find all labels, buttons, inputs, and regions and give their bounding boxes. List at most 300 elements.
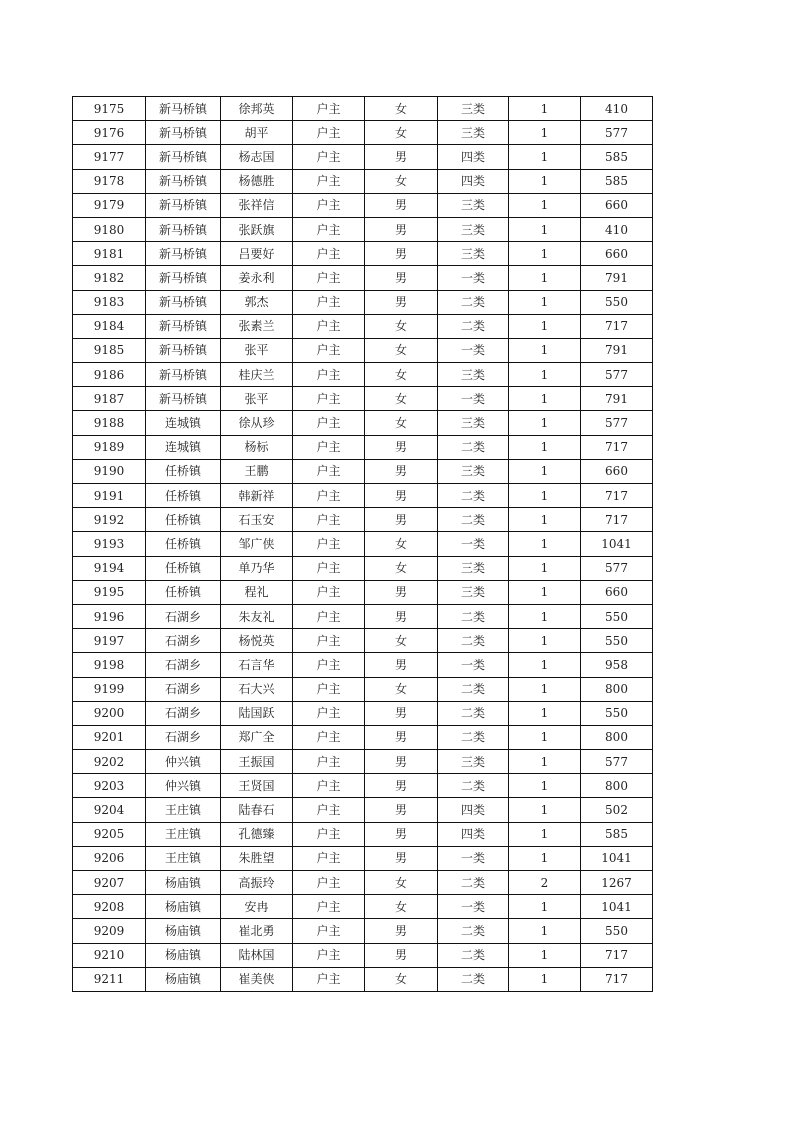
cell-amount: 791 [581,387,653,411]
table-row [73,217,653,241]
cell-relation: 户主 [293,363,365,387]
table-row [73,653,653,677]
cell-amount: 800 [581,725,653,749]
cell-amount: 577 [581,121,653,145]
cell-amount: 550 [581,629,653,653]
cell-count: 1 [509,508,581,532]
cell-relation: 户主 [293,314,365,338]
cell-count: 1 [509,266,581,290]
table-row [73,774,653,798]
cell-gender: 女 [365,363,438,387]
cell-town: 新马桥镇 [146,387,221,411]
cell-town: 石湖乡 [146,677,221,701]
cell-town: 石湖乡 [146,725,221,749]
cell-category: 三类 [438,242,509,266]
cell-town: 仲兴镇 [146,750,221,774]
cell-town: 王庄镇 [146,822,221,846]
cell-name: 王贤国 [221,774,293,798]
records-table-body [73,97,653,992]
cell-id: 9200 [73,701,146,725]
cell-gender: 女 [365,871,438,895]
cell-id: 9196 [73,604,146,628]
cell-name: 杨德胜 [221,169,293,193]
cell-relation: 户主 [293,121,365,145]
cell-name: 吕要好 [221,242,293,266]
cell-relation: 户主 [293,919,365,943]
table-row [73,556,653,580]
cell-id: 9188 [73,411,146,435]
cell-gender: 男 [365,145,438,169]
cell-name: 徐邦英 [221,97,293,121]
cell-amount: 660 [581,459,653,483]
cell-town: 杨庙镇 [146,871,221,895]
cell-category: 三类 [438,459,509,483]
cell-category: 三类 [438,217,509,241]
cell-id: 9206 [73,846,146,870]
cell-amount: 550 [581,701,653,725]
cell-town: 任桥镇 [146,556,221,580]
cell-count: 1 [509,338,581,362]
cell-gender: 男 [365,217,438,241]
cell-relation: 户主 [293,677,365,701]
cell-relation: 户主 [293,484,365,508]
records-table [72,96,653,992]
cell-id: 9193 [73,532,146,556]
table-row [73,363,653,387]
cell-gender: 女 [365,314,438,338]
cell-town: 王庄镇 [146,798,221,822]
cell-id: 9187 [73,387,146,411]
cell-gender: 男 [365,822,438,846]
cell-town: 新马桥镇 [146,145,221,169]
table-row [73,701,653,725]
cell-name: 陆国跃 [221,701,293,725]
cell-id: 9198 [73,653,146,677]
cell-count: 1 [509,822,581,846]
cell-gender: 女 [365,169,438,193]
cell-count: 1 [509,97,581,121]
table-row [73,459,653,483]
table-row [73,629,653,653]
cell-name: 朱胜望 [221,846,293,870]
cell-category: 一类 [438,653,509,677]
cell-id: 9179 [73,193,146,217]
cell-town: 仲兴镇 [146,774,221,798]
cell-town: 新马桥镇 [146,97,221,121]
cell-count: 2 [509,871,581,895]
cell-id: 9191 [73,484,146,508]
cell-count: 1 [509,919,581,943]
cell-name: 张祥信 [221,193,293,217]
table-row [73,121,653,145]
table-row [73,266,653,290]
cell-category: 四类 [438,822,509,846]
cell-id: 9177 [73,145,146,169]
cell-amount: 717 [581,435,653,459]
table-row [73,508,653,532]
cell-amount: 585 [581,169,653,193]
table-row [73,846,653,870]
cell-name: 张平 [221,387,293,411]
cell-amount: 660 [581,580,653,604]
cell-name: 安冉 [221,895,293,919]
cell-amount: 577 [581,750,653,774]
cell-id: 9211 [73,967,146,991]
table-row [73,677,653,701]
cell-town: 新马桥镇 [146,121,221,145]
cell-category: 二类 [438,774,509,798]
cell-category: 一类 [438,895,509,919]
cell-relation: 户主 [293,653,365,677]
cell-relation: 户主 [293,846,365,870]
cell-town: 杨庙镇 [146,919,221,943]
cell-count: 1 [509,556,581,580]
cell-amount: 660 [581,242,653,266]
cell-town: 石湖乡 [146,604,221,628]
cell-amount: 410 [581,217,653,241]
cell-relation: 户主 [293,701,365,725]
cell-name: 崔美侠 [221,967,293,991]
cell-id: 9185 [73,338,146,362]
cell-gender: 男 [365,750,438,774]
table-row [73,193,653,217]
cell-category: 三类 [438,97,509,121]
cell-name: 郑广全 [221,725,293,749]
cell-count: 1 [509,363,581,387]
cell-id: 9183 [73,290,146,314]
cell-name: 杨标 [221,435,293,459]
cell-count: 1 [509,604,581,628]
cell-id: 9176 [73,121,146,145]
cell-name: 杨志国 [221,145,293,169]
cell-name: 张素兰 [221,314,293,338]
cell-town: 任桥镇 [146,508,221,532]
cell-id: 9189 [73,435,146,459]
cell-id: 9192 [73,508,146,532]
table-row [73,822,653,846]
cell-town: 杨庙镇 [146,943,221,967]
cell-relation: 户主 [293,193,365,217]
cell-name: 石玉安 [221,508,293,532]
cell-town: 任桥镇 [146,580,221,604]
cell-town: 新马桥镇 [146,266,221,290]
cell-relation: 户主 [293,217,365,241]
cell-gender: 男 [365,604,438,628]
cell-amount: 550 [581,604,653,628]
cell-count: 1 [509,242,581,266]
cell-gender: 女 [365,556,438,580]
cell-count: 1 [509,217,581,241]
cell-count: 1 [509,580,581,604]
cell-relation: 户主 [293,266,365,290]
table-row [73,604,653,628]
cell-town: 新马桥镇 [146,242,221,266]
cell-town: 杨庙镇 [146,967,221,991]
cell-relation: 户主 [293,629,365,653]
cell-category: 二类 [438,604,509,628]
cell-id: 9208 [73,895,146,919]
cell-category: 三类 [438,556,509,580]
cell-name: 姜永利 [221,266,293,290]
cell-category: 三类 [438,363,509,387]
table-row [73,411,653,435]
cell-count: 1 [509,145,581,169]
cell-category: 一类 [438,846,509,870]
cell-category: 二类 [438,677,509,701]
cell-town: 石湖乡 [146,629,221,653]
cell-relation: 户主 [293,943,365,967]
cell-town: 任桥镇 [146,532,221,556]
cell-amount: 791 [581,266,653,290]
cell-category: 二类 [438,314,509,338]
cell-gender: 男 [365,919,438,943]
cell-name: 孔德臻 [221,822,293,846]
cell-id: 9190 [73,459,146,483]
table-row [73,242,653,266]
cell-category: 二类 [438,919,509,943]
cell-town: 新马桥镇 [146,169,221,193]
cell-category: 二类 [438,435,509,459]
cell-id: 9180 [73,217,146,241]
cell-relation: 户主 [293,822,365,846]
cell-id: 9199 [73,677,146,701]
cell-category: 三类 [438,121,509,145]
cell-amount: 800 [581,774,653,798]
cell-count: 1 [509,435,581,459]
cell-category: 一类 [438,266,509,290]
cell-id: 9181 [73,242,146,266]
cell-category: 三类 [438,411,509,435]
cell-count: 1 [509,750,581,774]
cell-category: 二类 [438,725,509,749]
cell-count: 1 [509,725,581,749]
cell-id: 9204 [73,798,146,822]
cell-id: 9182 [73,266,146,290]
cell-relation: 户主 [293,895,365,919]
cell-relation: 户主 [293,145,365,169]
table-row [73,798,653,822]
cell-relation: 户主 [293,338,365,362]
cell-gender: 男 [365,242,438,266]
cell-name: 胡平 [221,121,293,145]
cell-town: 任桥镇 [146,459,221,483]
cell-name: 陆春石 [221,798,293,822]
cell-gender: 女 [365,338,438,362]
cell-count: 1 [509,701,581,725]
cell-gender: 女 [365,677,438,701]
cell-amount: 717 [581,484,653,508]
cell-category: 二类 [438,629,509,653]
cell-category: 二类 [438,967,509,991]
cell-count: 1 [509,290,581,314]
cell-category: 一类 [438,338,509,362]
cell-count: 1 [509,846,581,870]
cell-category: 四类 [438,169,509,193]
table-row [73,290,653,314]
cell-relation: 户主 [293,967,365,991]
cell-id: 9178 [73,169,146,193]
table-row [73,97,653,121]
cell-name: 张跃旗 [221,217,293,241]
cell-gender: 女 [365,387,438,411]
cell-id: 9194 [73,556,146,580]
table-row [73,895,653,919]
cell-relation: 户主 [293,871,365,895]
cell-category: 四类 [438,145,509,169]
cell-town: 新马桥镇 [146,290,221,314]
cell-town: 石湖乡 [146,653,221,677]
cell-gender: 男 [365,846,438,870]
cell-count: 1 [509,193,581,217]
table-row [73,314,653,338]
cell-id: 9197 [73,629,146,653]
cell-name: 桂庆兰 [221,363,293,387]
cell-amount: 502 [581,798,653,822]
cell-count: 1 [509,411,581,435]
cell-town: 新马桥镇 [146,314,221,338]
cell-category: 三类 [438,580,509,604]
table-row [73,725,653,749]
cell-amount: 550 [581,290,653,314]
cell-gender: 女 [365,629,438,653]
cell-name: 程礼 [221,580,293,604]
table-row [73,338,653,362]
cell-gender: 女 [365,97,438,121]
cell-name: 崔北勇 [221,919,293,943]
cell-id: 9207 [73,871,146,895]
cell-count: 1 [509,314,581,338]
cell-gender: 女 [365,411,438,435]
cell-id: 9186 [73,363,146,387]
table-row [73,435,653,459]
cell-category: 三类 [438,750,509,774]
table-row [73,484,653,508]
cell-town: 任桥镇 [146,484,221,508]
cell-name: 王鹏 [221,459,293,483]
cell-amount: 1041 [581,895,653,919]
cell-name: 王振国 [221,750,293,774]
cell-count: 1 [509,484,581,508]
cell-relation: 户主 [293,532,365,556]
cell-category: 一类 [438,387,509,411]
cell-amount: 660 [581,193,653,217]
table-row [73,145,653,169]
cell-gender: 男 [365,580,438,604]
cell-count: 1 [509,774,581,798]
cell-count: 1 [509,895,581,919]
cell-name: 郭杰 [221,290,293,314]
cell-id: 9210 [73,943,146,967]
table-row [73,943,653,967]
cell-town: 连城镇 [146,411,221,435]
cell-relation: 户主 [293,774,365,798]
cell-id: 9209 [73,919,146,943]
cell-relation: 户主 [293,459,365,483]
cell-id: 9175 [73,97,146,121]
cell-name: 石言华 [221,653,293,677]
cell-amount: 577 [581,411,653,435]
cell-count: 1 [509,387,581,411]
cell-relation: 户主 [293,97,365,121]
cell-town: 石湖乡 [146,701,221,725]
table-row [73,967,653,991]
cell-gender: 男 [365,943,438,967]
cell-relation: 户主 [293,290,365,314]
cell-count: 1 [509,967,581,991]
cell-category: 二类 [438,943,509,967]
cell-gender: 男 [365,266,438,290]
cell-amount: 958 [581,653,653,677]
cell-amount: 410 [581,97,653,121]
cell-category: 一类 [438,532,509,556]
cell-town: 杨庙镇 [146,895,221,919]
cell-town: 王庄镇 [146,846,221,870]
cell-gender: 男 [365,653,438,677]
cell-name: 韩新祥 [221,484,293,508]
cell-count: 1 [509,653,581,677]
cell-amount: 1041 [581,532,653,556]
cell-name: 张平 [221,338,293,362]
cell-town: 新马桥镇 [146,363,221,387]
cell-town: 新马桥镇 [146,217,221,241]
cell-count: 1 [509,169,581,193]
cell-relation: 户主 [293,798,365,822]
cell-id: 9203 [73,774,146,798]
cell-category: 二类 [438,701,509,725]
table-row [73,532,653,556]
cell-gender: 男 [365,774,438,798]
cell-amount: 1041 [581,846,653,870]
cell-id: 9205 [73,822,146,846]
table-row [73,387,653,411]
cell-relation: 户主 [293,411,365,435]
cell-relation: 户主 [293,242,365,266]
cell-gender: 男 [365,459,438,483]
cell-name: 朱友礼 [221,604,293,628]
cell-id: 9195 [73,580,146,604]
cell-gender: 女 [365,532,438,556]
cell-gender: 男 [365,290,438,314]
table-row [73,169,653,193]
cell-amount: 577 [581,556,653,580]
cell-amount: 1267 [581,871,653,895]
table-row [73,750,653,774]
cell-relation: 户主 [293,750,365,774]
cell-name: 高振玲 [221,871,293,895]
cell-amount: 717 [581,314,653,338]
cell-gender: 男 [365,508,438,532]
cell-amount: 585 [581,145,653,169]
cell-category: 三类 [438,193,509,217]
cell-relation: 户主 [293,169,365,193]
cell-gender: 女 [365,121,438,145]
cell-relation: 户主 [293,435,365,459]
cell-amount: 791 [581,338,653,362]
cell-id: 9184 [73,314,146,338]
cell-town: 新马桥镇 [146,193,221,217]
cell-amount: 717 [581,943,653,967]
cell-category: 二类 [438,484,509,508]
cell-gender: 男 [365,725,438,749]
cell-relation: 户主 [293,508,365,532]
table-row [73,871,653,895]
cell-name: 陆林国 [221,943,293,967]
cell-name: 徐从珍 [221,411,293,435]
cell-count: 1 [509,943,581,967]
cell-id: 9202 [73,750,146,774]
cell-category: 四类 [438,798,509,822]
cell-relation: 户主 [293,725,365,749]
